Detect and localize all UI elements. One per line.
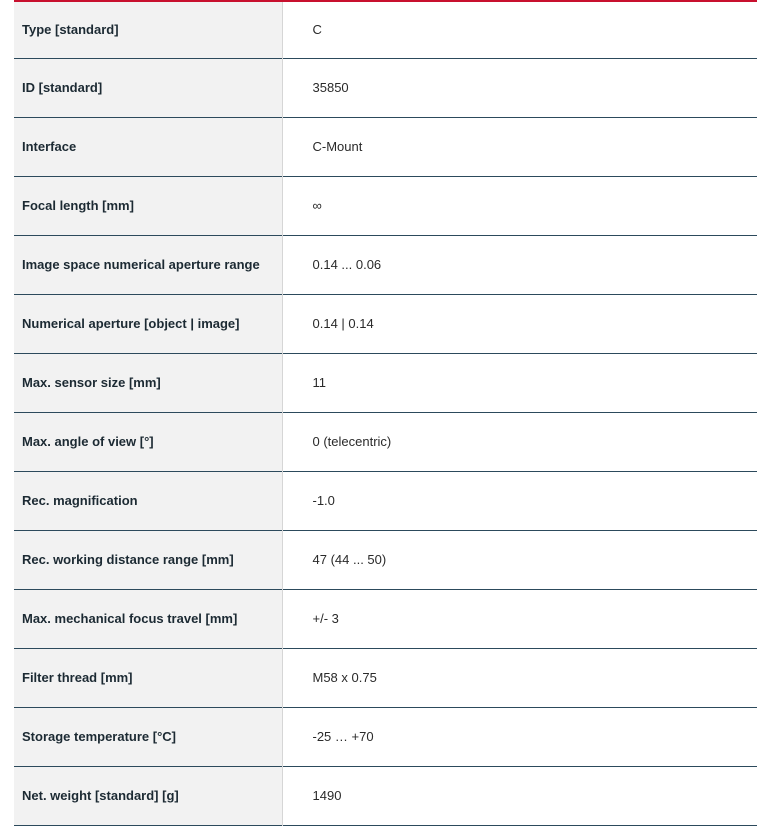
spec-value-rec-magnification: -1.0	[312, 493, 335, 508]
spec-label-filter-thread: Filter thread [mm]	[14, 648, 282, 707]
table-row	[14, 530, 757, 589]
specifications-table	[14, 0, 757, 826]
spec-value-storage-temperature: -25 … +70	[312, 729, 374, 744]
spec-label-net-weight: Net. weight [standard] [g]	[14, 766, 282, 825]
spec-label-rec-working-distance: Rec. working distance range [mm]	[14, 530, 282, 589]
spec-value-numerical-aperture: 0.14 | 0.14	[312, 316, 374, 331]
table-row	[14, 58, 757, 117]
spec-value-focal-length: ∞	[312, 198, 322, 213]
table-row	[14, 648, 757, 707]
spec-value-net-weight: 1490	[312, 788, 342, 803]
spec-label-id: ID [standard]	[14, 58, 282, 117]
spec-label-max-sensor-size: Max. sensor size [mm]	[14, 353, 282, 412]
spec-value-rec-working-distance: 47 (44 ... 50)	[312, 552, 387, 567]
spec-label-type: Type [standard]	[14, 1, 282, 58]
table-row	[14, 294, 757, 353]
table-row	[14, 235, 757, 294]
spec-value-max-sensor-size: 11	[312, 375, 326, 390]
table-row	[14, 353, 757, 412]
table-row	[14, 176, 757, 235]
spec-label-focal-length: Focal length [mm]	[14, 176, 282, 235]
spec-label-max-focus-travel: Max. mechanical focus travel [mm]	[14, 589, 282, 648]
spec-label-interface: Interface	[14, 117, 282, 176]
spec-label-image-space-na-range: Image space numerical aperture range	[14, 235, 282, 294]
spec-value-max-focus-travel: +/- 3	[312, 611, 339, 626]
spec-label-max-angle-of-view: Max. angle of view [°]	[14, 412, 282, 471]
spec-value-interface: C-Mount	[312, 139, 363, 154]
spec-value-max-angle-of-view: 0 (telecentric)	[312, 434, 392, 449]
table-row	[14, 589, 757, 648]
spec-label-storage-temperature: Storage temperature [°C]	[14, 707, 282, 766]
table-row	[14, 766, 757, 825]
table-row	[14, 1, 757, 58]
spec-label-rec-magnification: Rec. magnification	[14, 471, 282, 530]
spec-value-id: 35850	[312, 80, 349, 95]
table-row	[14, 117, 757, 176]
spec-value-type: C	[312, 22, 322, 38]
spec-value-image-space-na-range: 0.14 ... 0.06	[312, 257, 382, 272]
spec-label-numerical-aperture: Numerical aperture [object | image]	[14, 294, 282, 353]
spec-value-filter-thread: M58 x 0.75	[312, 670, 377, 685]
table-row	[14, 471, 757, 530]
table-row	[14, 707, 757, 766]
table-row	[14, 412, 757, 471]
